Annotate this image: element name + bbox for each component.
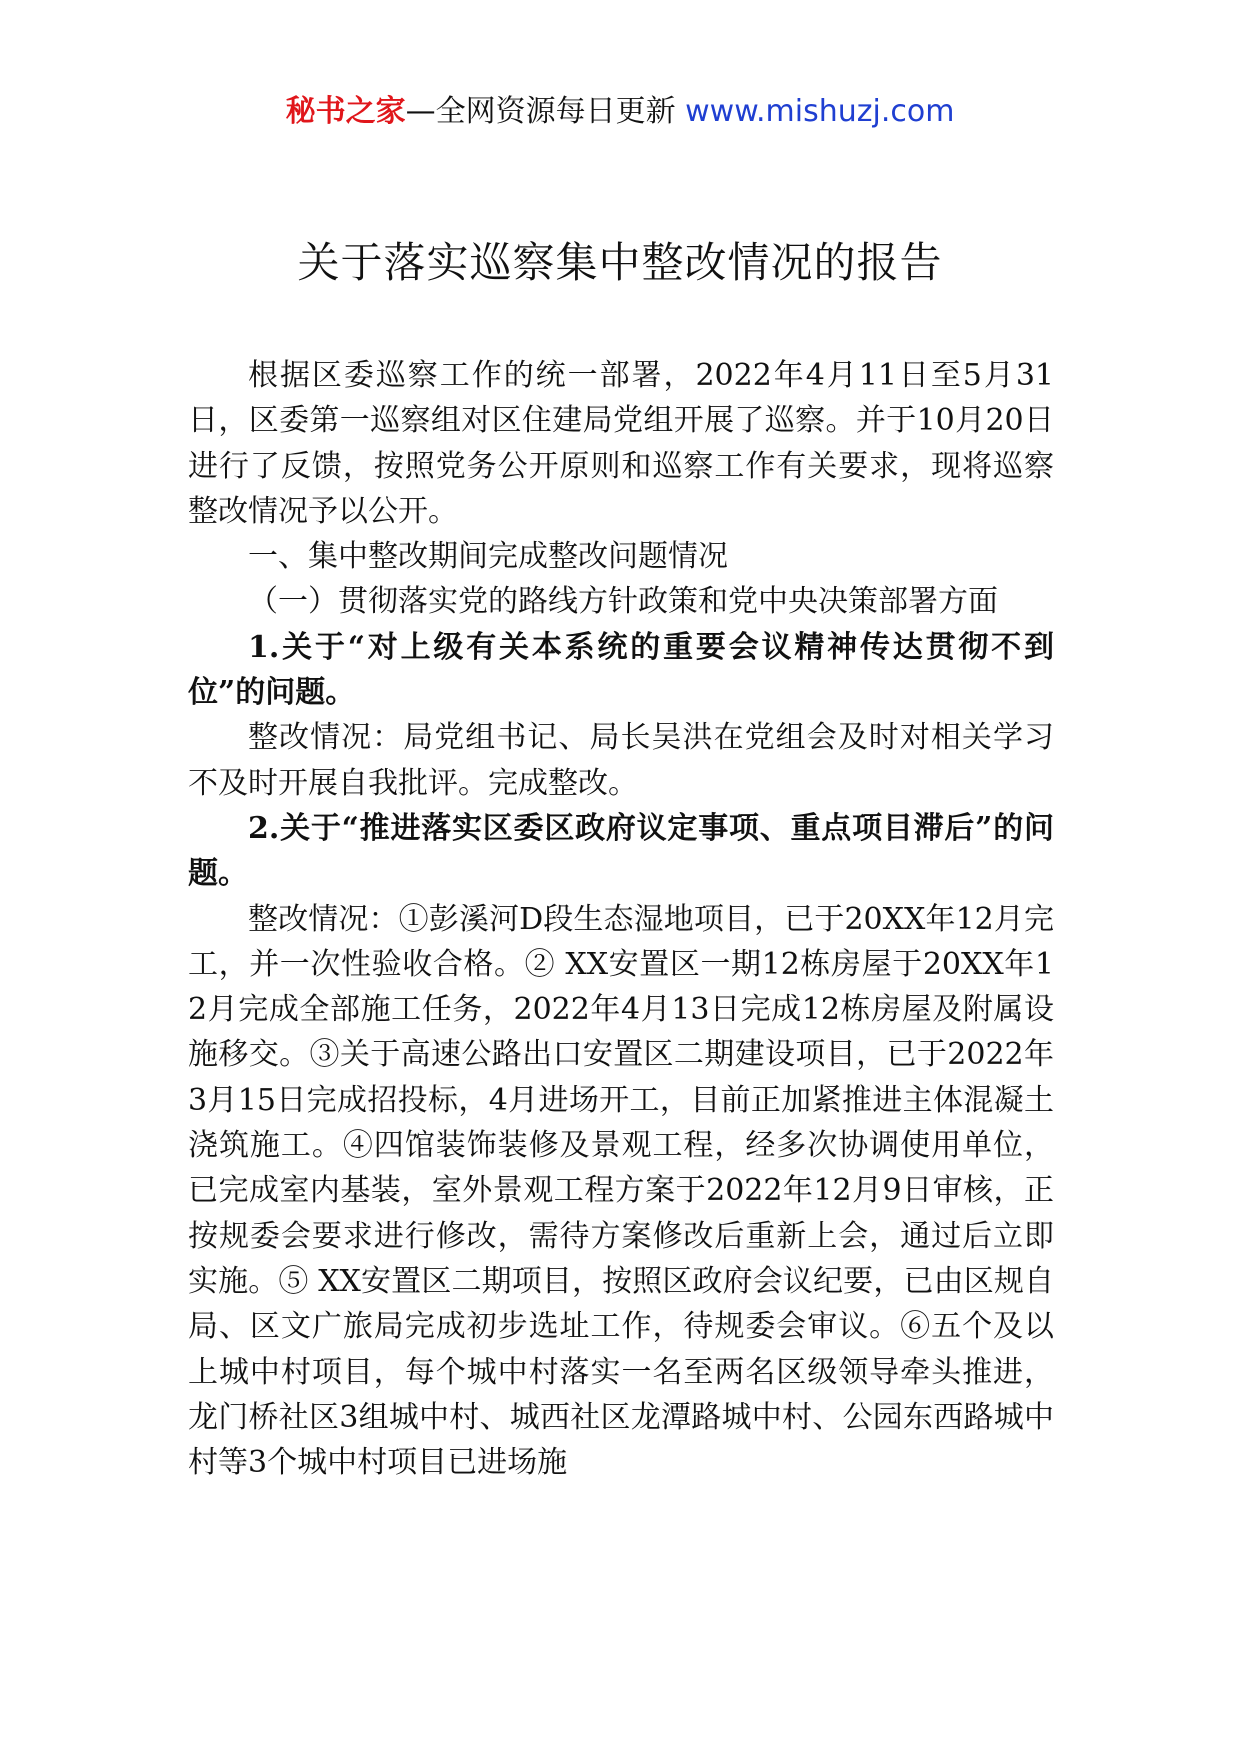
issue-heading-2: 2.关于“推进落实区委区政府议定事项、重点项目滞后”的问题。	[188, 810, 1054, 892]
document-title: 关于落实巡察集中整改情况的报告	[297, 238, 943, 287]
paragraph-intro: 根据区委巡察工作的统一部署，2022年4月11日至5月31日，区委第一巡察组对区住建局党组开展了巡察。并于10月20日进行了反馈，按照党务公开原则和巡察工作有关要求，现将巡察整改情况予以公开。	[188, 358, 1054, 529]
site-header	[0, 92, 1240, 132]
site-url-link[interactable]: www.mishuzj.com	[685, 94, 955, 129]
site-brand: 秘书之家	[285, 94, 406, 129]
site-tagline: —全网资源每日更新	[405, 94, 686, 129]
subsection-heading: （一）贯彻落实党的路线方针政策和党中央决策部署方面	[248, 584, 998, 620]
document-body	[188, 353, 1054, 1485]
rectification-paragraph-2: 整改情况：①彭溪河D段生态湿地项目，已于20XX年12月完工，并一次性验收合格。② XX安置区一期12栋房屋于20XX年12月完成全部施工任务，2022年4月13日完成12栋房屋及附属设施移交。③关于高速公路出口安置区二期建设项目，已于2022年3月15日完成招投标，4月进场开工，目前正加紧推进主体混凝土浇筑施工。④四馆装饰装修及景观工程，经多次协调使用单位，已完成室内基装，室外景观工程方案于2022年12月9日审核，正按规委会要求进行修改，需待方案修改后重新上会，通过后立即实施。⑤ XX安置区二期项目，按照区政府会议纪要，已由区规自局、区文广旅局完成初步选址工作，待规委会审议。⑥五个及以上城中村项目，每个城中村落实一名至两名区级领导牵头推进，龙门桥社区3组城中村、城西社区龙潭路城中村、公园东西路城中村等3个城中村项目已进场施	[188, 901, 1054, 1481]
section-heading: 一、集中整改期间完成整改问题情况	[248, 539, 728, 575]
rectification-paragraph-1: 整改情况：局党组书记、局长吴洪在党组会及时对相关学习不及时开展自我批评。完成整改。	[188, 720, 1054, 801]
issue-heading-1: 1.关于“对上级有关本系统的重要会议精神传达贯彻不到位”的问题。	[188, 629, 1054, 711]
